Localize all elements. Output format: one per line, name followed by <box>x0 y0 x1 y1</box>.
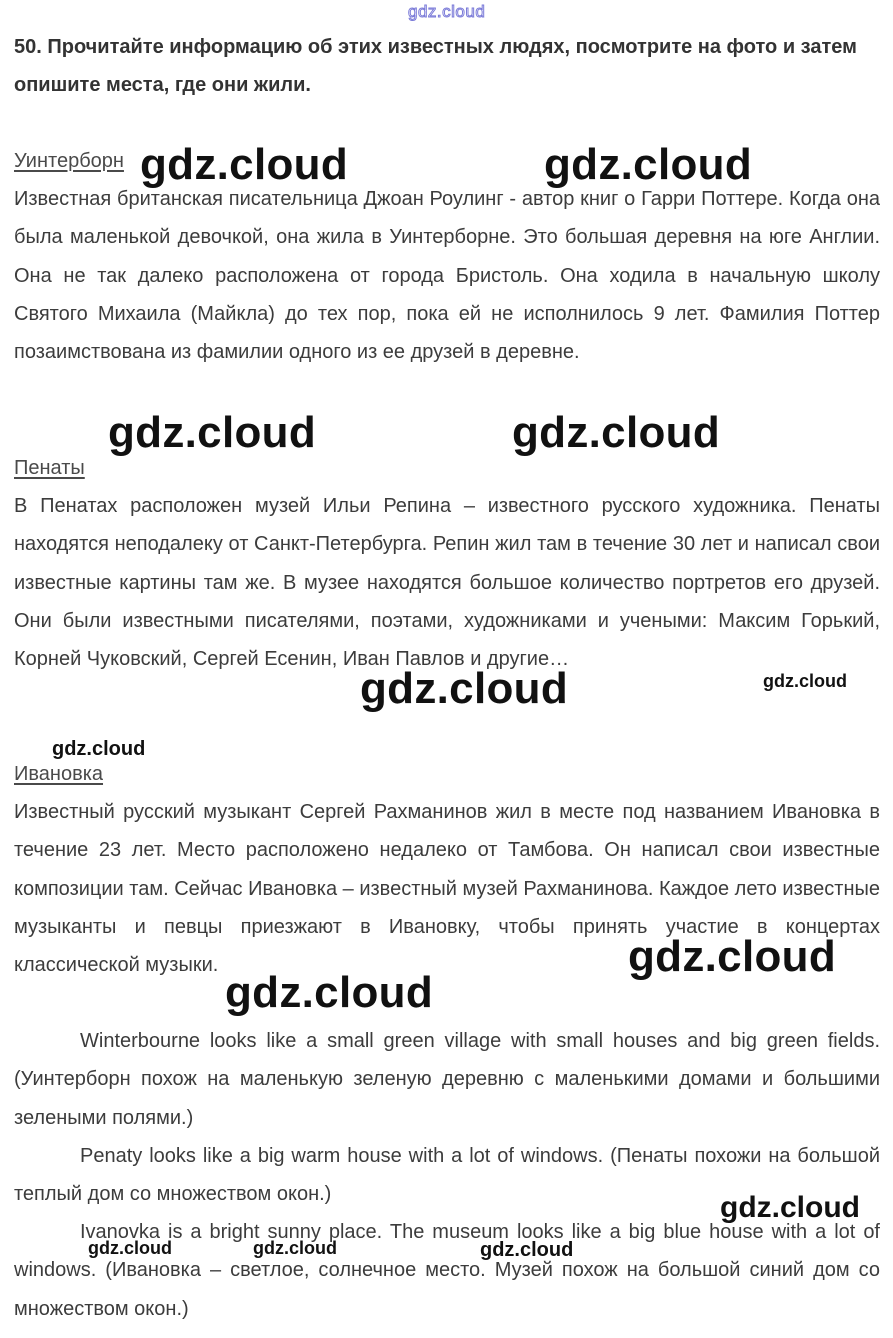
answer-ivanovka: Ivanovka is a bright sunny place. The museum looks like a big blue house with a lot of windows. (Ивановка – светлое, солнечное место. Музей похож на большой синий дом со множеством окон.) <box>14 1221 880 1320</box>
section-text-ivanovka: Известный русский музыкант Сергей Рахманинов жил в месте под названием Ивановка в течение 23 лет. Место расположено недалеко от Тамбова. Он написал свои известные композиции там. Сейчас Ивановка – известный музей Рахманинова. Каждое лето известные музыканты и певцы приезжают в Ивановку, чтобы принять участие в концертах классической музыки. <box>14 801 880 977</box>
watermark: gdz.cloud <box>544 140 753 189</box>
answer-penaty: Penaty looks like a big warm house with a lot of windows. (Пенаты похожи на большой теплый дом со множеством окон.) <box>14 1145 880 1206</box>
watermark: gdz.cloud <box>140 140 349 189</box>
section-heading-winterbourne: Уинтерборн <box>14 150 124 172</box>
watermark: gdz.cloud <box>253 1238 337 1258</box>
watermark: gdz.cloud <box>720 1191 860 1224</box>
section-heading-ivanovka: Ивановка <box>14 763 104 785</box>
header-watermark: gdz.cloud <box>408 2 486 21</box>
section-text-penaty: В Пенатах расположен музей Ильи Репина – известного русского художника. Пенаты находятся неподалеку от Санкт-Петербурга. Репин жил там в течение 30 лет и написал свои известные картины там же. В музее находятся большое количество портретов его друзей. Они были известными писателями, поэтами, художниками и учеными: Максим Горький, Корней Чуковский, Сергей Есенин, Иван Павлов и другие… <box>14 495 880 671</box>
watermark: gdz.cloud <box>88 1238 172 1258</box>
watermark: gdz.cloud <box>512 408 721 457</box>
watermark: gdz.cloud <box>108 408 317 457</box>
watermark: gdz.cloud <box>360 664 569 713</box>
watermark: gdz.cloud <box>763 671 847 691</box>
watermark: gdz.cloud <box>628 932 837 981</box>
answer-winterbourne: Winterbourne looks like a small green village with small houses and big green fields. (Уинтерборн похож на маленькую зеленую деревню с маленькими домами и большими зелеными полями.) <box>14 1030 880 1129</box>
section-heading-penaty: Пенаты <box>14 457 85 479</box>
section-text-winterbourne: Известная британская писательница Джоан Роулинг - автор книг о Гарри Поттере. Когда она была маленькой девочкой, она жила в Уинтерборне. Это большая деревня на юге Англии. Она не так далеко расположена от города Бристоль. Она ходила в начальную школу Святого Михаила (Майкла) до тех пор, пока ей не исполнилось 9 лет. Фамилия Поттер позаимствована из фамилии одного из ее друзей в деревне. <box>14 188 880 364</box>
watermark: gdz.cloud <box>225 968 434 1017</box>
task-title: 50. Прочитайте информацию об этих известных людях, посмотрите на фото и затем опишите места, где они жили. <box>14 36 857 96</box>
watermark: gdz.cloud <box>52 738 146 760</box>
watermark: gdz.cloud <box>480 1239 574 1261</box>
